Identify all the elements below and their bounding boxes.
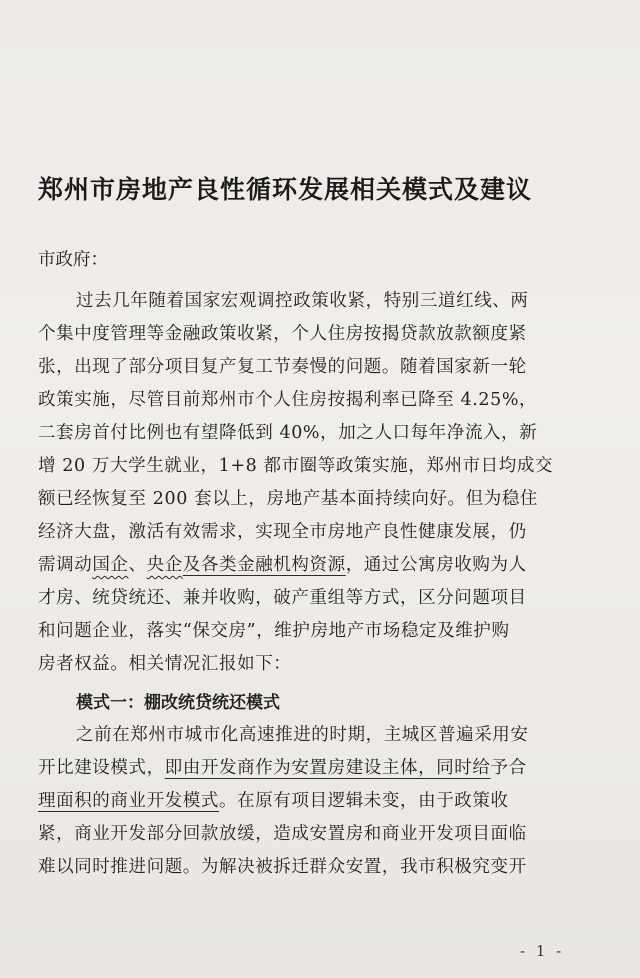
paragraph-line: 房者权益。相关情况汇报如下：	[38, 654, 292, 674]
underlined-text: 国企	[92, 555, 129, 575]
text-segment: 需调动	[38, 555, 93, 575]
paragraph-line	[38, 754, 527, 779]
underlined-text: 理面积的商业开发模式	[38, 791, 219, 811]
underlined-text: 央企	[146, 555, 183, 575]
paragraph-line: 紧，商业开发部分回款放缓，造成安置房和商业开发项目面临	[38, 824, 527, 844]
paragraph-line	[38, 551, 527, 576]
section-heading: 模式一：棚改统贷统还模式	[76, 693, 280, 713]
underlined-text: 即由开发商作为安置房建设主体，同时给	[164, 758, 491, 778]
paragraph-line: 过去几年随着国家宏观调控政策收紧，特别三道红线、两	[76, 291, 529, 311]
text-segment: 予合	[490, 758, 527, 778]
paragraph-line: 增 20 万大学生就业，1+8 都市圈等政策实施，郑州市日均成交	[38, 456, 554, 476]
text-segment: 。在原有项目逻辑未变，由于政策收	[219, 791, 509, 811]
text-segment: 、	[128, 555, 147, 575]
paragraph-line: 经济大盘，激活有效需求，实现全市房地产良性健康发展，仍	[38, 522, 527, 542]
paragraph-line: 个集中度管理等金融政策收紧，个人住房按揭贷款放款额度紧	[38, 324, 527, 344]
paragraph-line: 张，出现了部分项目复产复工节奏慢的问题。随着国家新一轮	[38, 357, 527, 377]
paragraph-line: 二套房首付比例也有望降低到 40%，加之人口每年净流入，新	[38, 423, 538, 443]
paragraph-line: 难以同时推进问题。为解决被拆迁群众安置，我市积极究变开	[38, 857, 527, 877]
underlined-text: 及各类金融机构资源	[182, 555, 346, 575]
text-segment: ，通过公寓房收购为人	[345, 555, 527, 575]
paragraph-line: 之前在郑州市城市化高速推进的时期，主城区普遍采用安	[76, 725, 529, 745]
page-number: - 1 -	[520, 942, 565, 960]
salutation: 市政府：	[38, 250, 108, 270]
paragraph-line: 政策实施，尽管目前郑州市个人住房按揭利率已降至 4.25%，	[38, 390, 538, 410]
paragraph-line: 和问题企业，落实“保交房”，维护房地产市场稳定及维护购	[38, 621, 510, 641]
paragraph-line: 才房、统贷统还、兼并收购，破产重组等方式，区分问题项目	[38, 588, 527, 608]
text-segment: 开比建设模式，	[38, 758, 165, 778]
paragraph-line: 额已经恢复至 200 套以上，房地产基本面持续向好。但为稳住	[38, 489, 539, 509]
document-title: 郑州市房地产良性循环发展相关模式及建议	[38, 175, 533, 204]
paragraph-line	[38, 787, 509, 812]
